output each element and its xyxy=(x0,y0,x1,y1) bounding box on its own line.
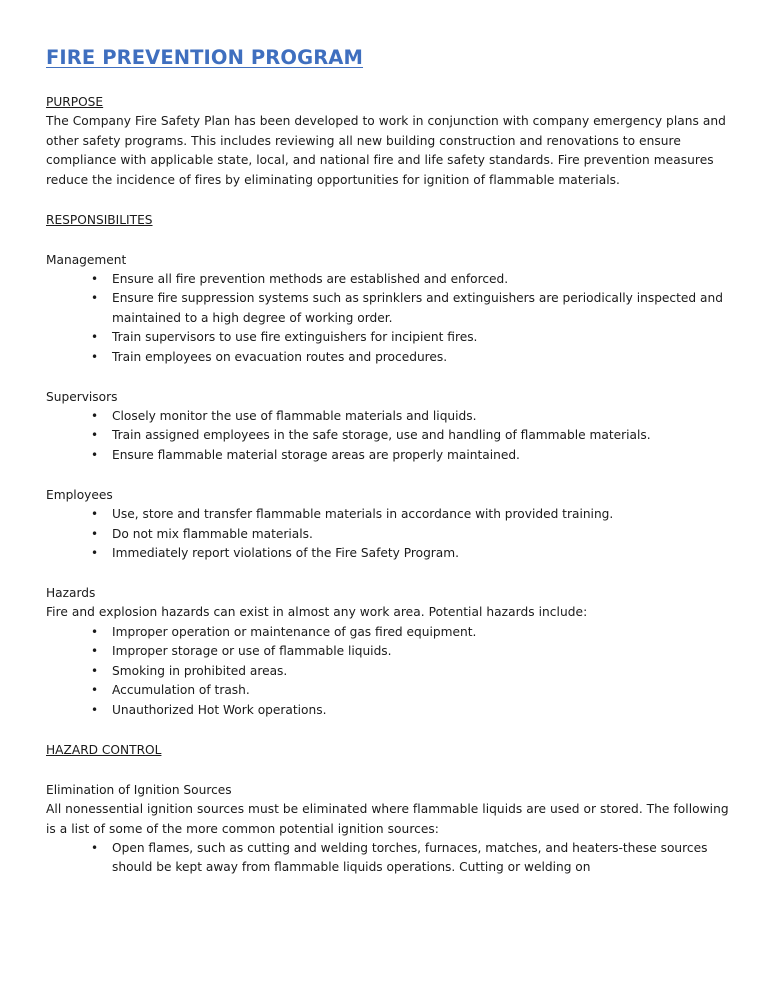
list-item-text: Improper operation or maintenance of gas fired equipment. xyxy=(112,624,477,639)
management-list xyxy=(46,270,736,367)
list-item xyxy=(91,328,736,347)
bullet-icon: • xyxy=(91,272,99,286)
list-item-text: Use, store and transfer flammable materials in accordance with provided training. xyxy=(112,507,614,522)
bullet-icon: • xyxy=(91,409,99,424)
hazard-control-section xyxy=(46,741,736,878)
hazards-list xyxy=(46,623,736,720)
list-item xyxy=(91,839,736,878)
document-page xyxy=(46,46,736,878)
list-item-text: Improper storage or use of flammable liquids. xyxy=(112,644,392,659)
list-item-text: Train employees on evacuation routes and procedures. xyxy=(112,349,448,364)
elimination-list xyxy=(46,839,736,878)
management-heading: Management xyxy=(46,253,127,267)
list-item xyxy=(91,407,736,426)
bullet-icon: • xyxy=(91,624,99,639)
list-item xyxy=(91,426,736,445)
responsibilities-heading: RESPONSIBILITES xyxy=(46,213,153,227)
list-item-text: Open flames, such as cutting and welding torches, furnaces, matches, and heaters-these sources should be kept away from flammable liquids operations. Cutting or welding on xyxy=(112,841,708,875)
list-item xyxy=(91,642,736,661)
bullet-icon: • xyxy=(91,663,99,678)
list-item xyxy=(91,505,736,524)
supervisors-list xyxy=(46,407,736,465)
list-item-text: Train supervisors to use fire extinguishers for incipient fires. xyxy=(112,330,478,345)
bullet-icon: • xyxy=(91,291,99,306)
bullet-icon: • xyxy=(91,546,99,561)
list-item xyxy=(91,348,736,367)
list-item xyxy=(91,289,736,328)
document-title: FIRE PREVENTION PROGRAM xyxy=(46,46,364,69)
supervisors-heading: Supervisors xyxy=(46,390,118,405)
purpose-text: The Company Fire Safety Plan has been developed to work in conjunction with company emergency plans and other safety programs. This includes reviewing all new building construction and renovations to ensure compliance with applicable state, local, and national fire and life safety standards. Fire prevention measures reduce the incidence of fires by eliminating opportunities for ignition of flammable materials. xyxy=(46,114,726,187)
purpose-heading: PURPOSE xyxy=(46,95,104,109)
bullet-icon: • xyxy=(91,349,99,364)
list-item-text: Ensure all fire prevention methods are established and enforced. xyxy=(112,272,509,286)
list-item xyxy=(91,525,736,544)
list-item-text: Train assigned employees in the safe storage, use and handling of flammable materials. xyxy=(112,428,651,443)
list-item xyxy=(91,446,736,465)
list-item xyxy=(91,681,736,700)
list-item-text: Immediately report violations of the Fire Safety Program. xyxy=(112,546,460,561)
elimination-intro: All nonessential ignition sources must be eliminated where flammable liquids are used or stored. The following is a list of some of the more common potential ignition sources: xyxy=(46,802,729,836)
list-item xyxy=(91,270,736,289)
hazards-heading: Hazards xyxy=(46,586,96,601)
hazards-intro: Fire and explosion hazards can exist in almost any work area. Potential hazards include: xyxy=(46,605,588,620)
hazard-control-heading: HAZARD CONTROL xyxy=(46,743,162,757)
list-item-text: Smoking in prohibited areas. xyxy=(112,663,288,678)
list-item xyxy=(91,623,736,642)
list-item xyxy=(91,544,736,563)
bullet-icon: • xyxy=(91,683,99,698)
bullet-icon: • xyxy=(91,330,99,345)
responsibilities-section xyxy=(46,211,736,720)
list-item-text: Accumulation of trash. xyxy=(112,683,250,698)
bullet-icon: • xyxy=(91,841,99,855)
elimination-heading: Elimination of Ignition Sources xyxy=(46,783,232,797)
bullet-icon: • xyxy=(91,644,99,659)
bullet-icon: • xyxy=(91,428,99,443)
list-item-text: Closely monitor the use of flammable materials and liquids. xyxy=(112,409,477,424)
list-item-text: Unauthorized Hot Work operations. xyxy=(112,702,327,717)
employees-list xyxy=(46,505,736,563)
bullet-icon: • xyxy=(91,447,99,462)
bullet-icon: • xyxy=(91,526,99,541)
list-item-text: Ensure flammable material storage areas are properly maintained. xyxy=(112,447,520,462)
list-item xyxy=(91,662,736,681)
list-item-text: Ensure fire suppression systems such as sprinklers and extinguishers are periodically inspected and maintained to a high degree of working order. xyxy=(112,291,723,325)
list-item xyxy=(91,701,736,720)
bullet-icon: • xyxy=(91,507,99,522)
list-item-text: Do not mix flammable materials. xyxy=(112,526,313,541)
purpose-section xyxy=(46,93,736,190)
bullet-icon: • xyxy=(91,702,99,717)
employees-heading: Employees xyxy=(46,488,113,503)
